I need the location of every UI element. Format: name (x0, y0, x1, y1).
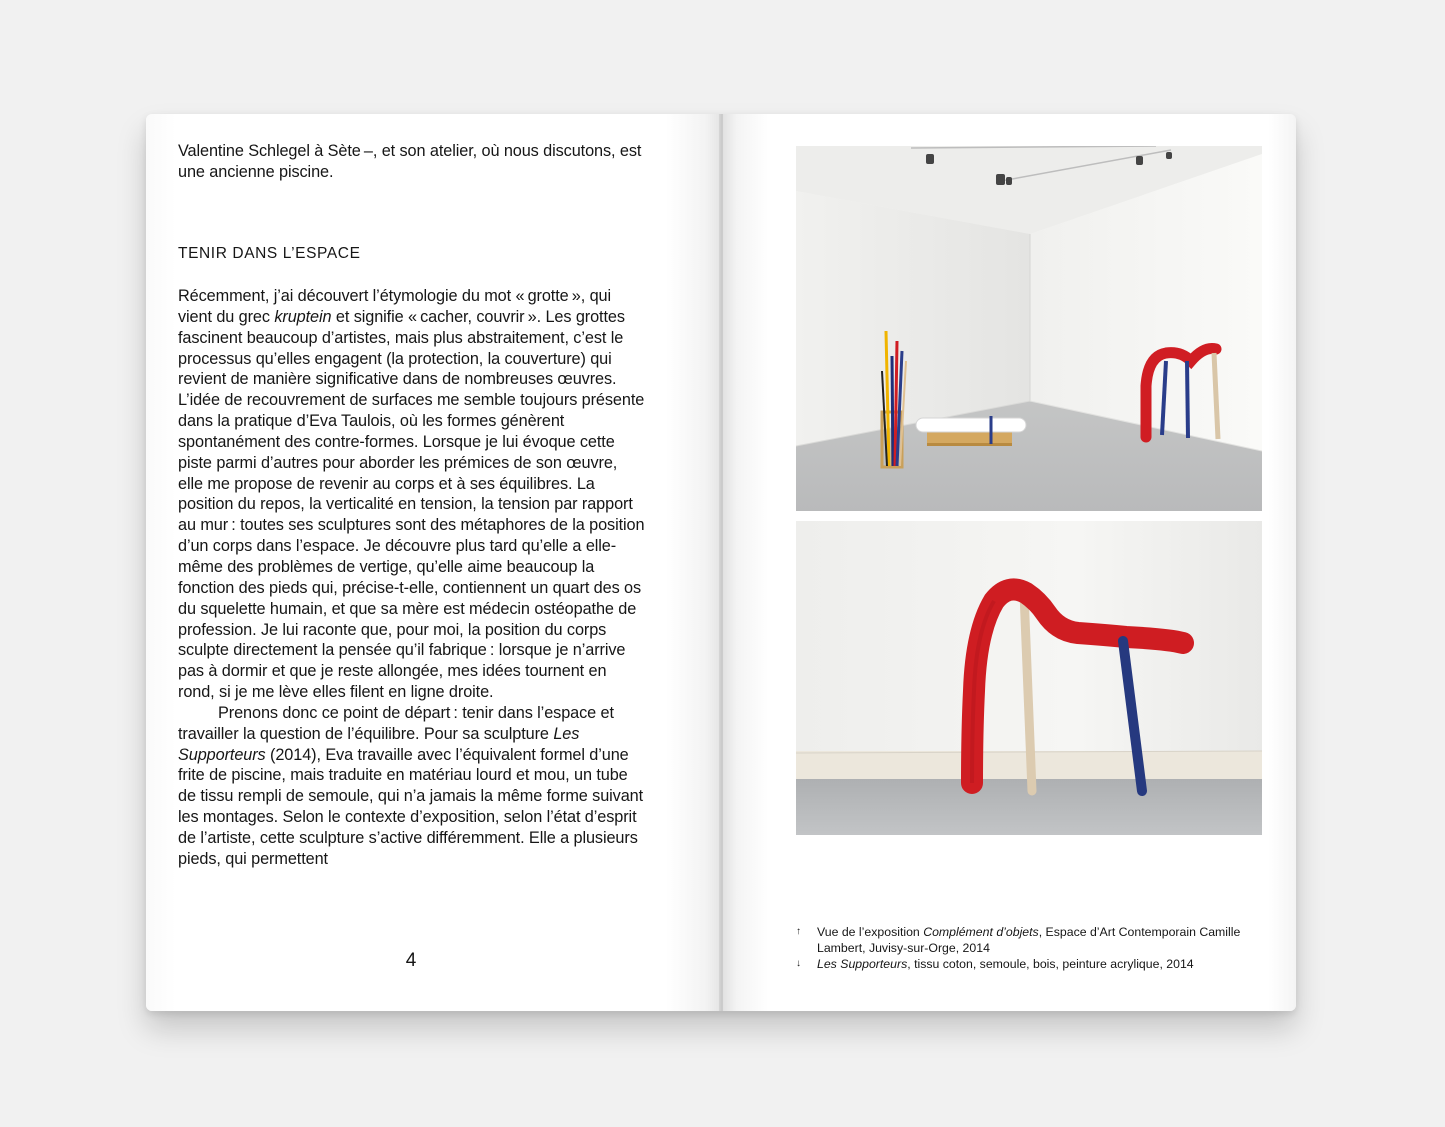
exhibition-view-image (796, 146, 1262, 511)
photo-captions (796, 924, 1262, 972)
intro-paragraph: Valentine Schlegel à Sète –, et son atelier, où nous discutons, est une ancienne piscine. (178, 142, 642, 181)
caption-1-text (817, 924, 1262, 956)
les-supporteurs-image (796, 521, 1262, 835)
paragraph-1 (178, 286, 646, 703)
caption-2-italic: Les Supporteurs (817, 957, 908, 971)
caption-1-part-c: , Espace d’Art Contemporain Camille Lambert, Juvisy-sur-Orge, 2014 (817, 925, 1241, 955)
caption-1-part-a: Vue de l’exposition (817, 925, 924, 939)
paragraph-1-part-c: et signifie « cacher, couvrir ». Les grottes fascinent beaucoup d’artistes, mais plus abstraitement, c’est le processus qu’elles engagent (la protection, la couverture) qui revient de manière significative dans de nombreuses œuvres. L’idée de recouvrement de surfaces me semble toujours présente dans la pratique d’Eva Taulois, où les formes génèrent spontanément des contre-formes. Lorsque je lui évoque cette piste parmi d’autres pour aborder les prémices de son œuvre, elle me propose de revenir au corps et à ses équilibres. La position du repos, la verticalité en tension, la tension par rapport au mur : toutes ses sculptures sont des métaphores de la position d’un corps dans l’espace. Je découvre plus tard qu’elle a elle-même des problèmes de vertige, qu’elle aime beaucoup la fonction des pieds qui, précise-t-elle, contiennent un quart des os du squelette humain, et que sa mère est médecin ostéopathe de profession. Je lui raconte que, pour moi, la position du corps sculpte directement la pensée qu’il fabrique : lorsque je n’arrive pas à dormir et que je reste allongée, mes idées tournent en rond, si je me lève elles filent en ligne droite. (178, 307, 645, 702)
body-text (178, 286, 646, 870)
caption-1 (796, 924, 1262, 956)
page-number: 4 (405, 950, 417, 971)
arrow-up-icon: ↑ (796, 926, 801, 937)
paragraph-2-italic: Les Supporteurs (178, 724, 580, 764)
caption-2-text (817, 956, 1262, 972)
paragraph-2-part-c: (2014), Eva travaille avec l’équivalent formel d’une frite de piscine, mais traduite en matériau lourd et mou, un tube de tissu rempli de semoule, qui n’a jamais la même forme suivant les montages. Selon le contexte d’exposition, selon l’état d’esprit de l’artiste, cette sculpture s’active différemment. Elle a plusieurs pieds, qui permettent (178, 745, 644, 868)
paragraph-2 (178, 703, 646, 870)
caption-1-italic: Complément d’objets (923, 925, 1039, 939)
paragraph-2-part-a: Prenons donc ce point de départ : tenir dans l’espace et travailler la question de l’équilibre. Pour sa sculpture (178, 703, 614, 743)
paragraph-1-part-a: Récemment, j’ai découvert l’étymologie du mot « grotte », qui vient du grec (178, 287, 611, 326)
paragraph-1-italic: kruptein (274, 307, 332, 326)
les-supporteurs-photo (796, 521, 1262, 835)
open-booklet (146, 114, 1296, 1011)
left-page (146, 114, 721, 1011)
caption-2 (796, 956, 1262, 972)
caption-2-part-c: , tissu coton, semoule, bois, peinture acrylique, 2014 (907, 957, 1194, 971)
intro-text (178, 141, 646, 183)
section-heading: TENIR DANS L’ESPACE (178, 245, 361, 262)
arrow-down-icon: ↓ (796, 958, 801, 969)
exhibition-view-photo (796, 146, 1262, 511)
right-page (723, 114, 1296, 1011)
